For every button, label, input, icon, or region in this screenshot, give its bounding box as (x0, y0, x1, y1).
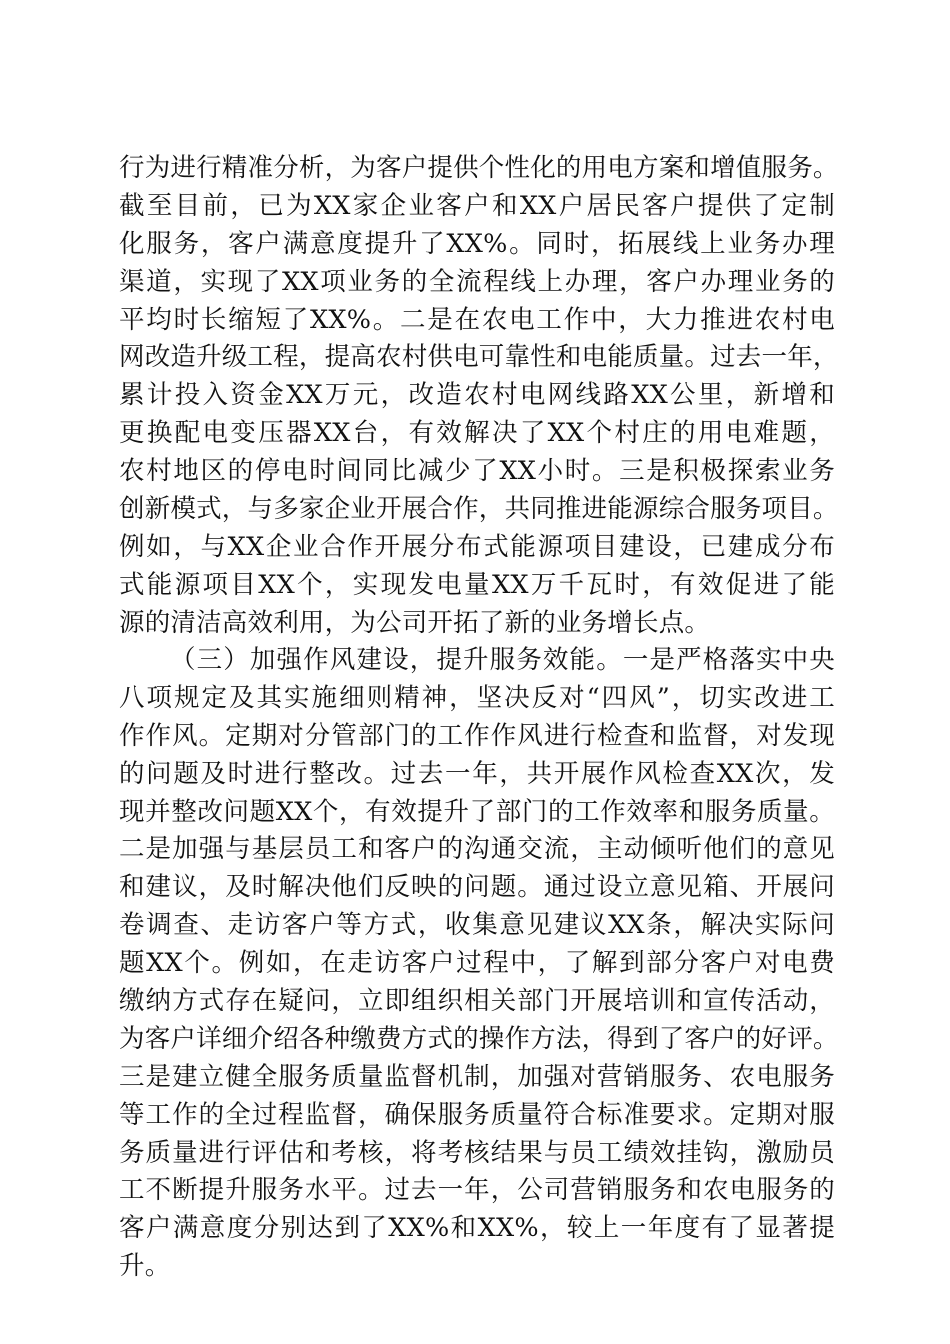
section-heading-line: （三）加强作风建设，提升服务效能。一是严格落实中央 (170, 645, 835, 675)
text-line: 平均时长缩短了XX%。二是在农电工作中，大力推进农村电 (119, 304, 835, 335)
text-line: 缴纳方式存在疑问，立即组织相关部门开展培训和宣传活动， (119, 986, 835, 1017)
text-line: 源的清洁高效利用，为公司开拓了新的业务增长点。 (119, 607, 711, 638)
text-line: 截至目前，已为XX家企业客户和XX户居民客户提供了定制 (119, 190, 835, 221)
text-line: 农村地区的停电时间同比减少了XX小时。三是积极探索业务 (119, 456, 835, 487)
text-line: 式能源项目XX个，实现发电量XX万千瓦时，有效促进了能 (119, 569, 835, 600)
text-line: 的问题及时进行整改。过去一年，共开展作风检查XX次，发 (119, 758, 835, 789)
text-line: 题XX个。例如，在走访客户过程中，了解到部分客户对电费 (119, 948, 835, 979)
text-line: 渠道，实现了XX项业务的全流程线上办理，客户办理业务的 (119, 266, 835, 297)
text-line: 工不断提升服务水平。过去一年，公司营销服务和农电服务的 (119, 1175, 835, 1206)
text-line: 和建议，及时解决他们反映的问题。通过设立意见箱、开展问 (119, 872, 835, 903)
text-line: 客户满意度分别达到了XX%和XX%，较上一年度有了显著提 (119, 1213, 835, 1244)
text-line: 卷调查、走访客户等方式，收集意见建议XX条，解决实际问 (119, 910, 835, 941)
text-line: 三是建立健全服务质量监督机制，加强对营销服务、农电服务 (119, 1061, 835, 1092)
text-line: 作作风。定期对分管部门的工作作风进行检查和监督，对发现 (119, 720, 835, 751)
text-line: 创新模式，与多家企业开展合作，共同推进能源综合服务项目。 (119, 494, 839, 525)
text-line: 现并整改问题XX个，有效提升了部门的工作效率和服务质量。 (119, 796, 835, 827)
body-paragraph-continued (119, 150, 839, 643)
text-line: 为客户详细介绍各种缴费方式的操作方法，得到了客户的好评。 (119, 1023, 839, 1054)
text-line: 化服务，客户满意度提升了XX%。同时，拓展线上业务办理 (119, 228, 835, 259)
text-line: 行为进行精准分析，为客户提供个性化的用电方案和增值服务。 (119, 153, 839, 183)
text-line: 八项规定及其实施细则精神，坚决反对“四风”，切实改进工 (119, 682, 835, 713)
text-line: 务质量进行评估和考核，将考核结果与员工绩效挂钩，激励员 (119, 1137, 835, 1168)
text-line: 升。 (119, 1251, 171, 1282)
text-line: 等工作的全过程监督，确保服务质量符合标准要求。定期对服 (119, 1099, 835, 1130)
text-line: 二是加强与基层员工和客户的沟通交流，主动倾听他们的意见 (119, 834, 835, 865)
text-line: 例如，与XX企业合作开展分布式能源项目建设，已建成分布 (119, 531, 835, 562)
text-line: 网改造升级工程，提高农村供电可靠性和电能质量。过去一年， (119, 342, 839, 373)
section-three-paragraph (119, 642, 839, 1286)
text-line: 更换配电变压器XX台，有效解决了XX个村庄的用电难题， (119, 418, 835, 449)
text-line: 累计投入资金XX万元，改造农村电网线路XX公里，新增和 (119, 380, 835, 411)
